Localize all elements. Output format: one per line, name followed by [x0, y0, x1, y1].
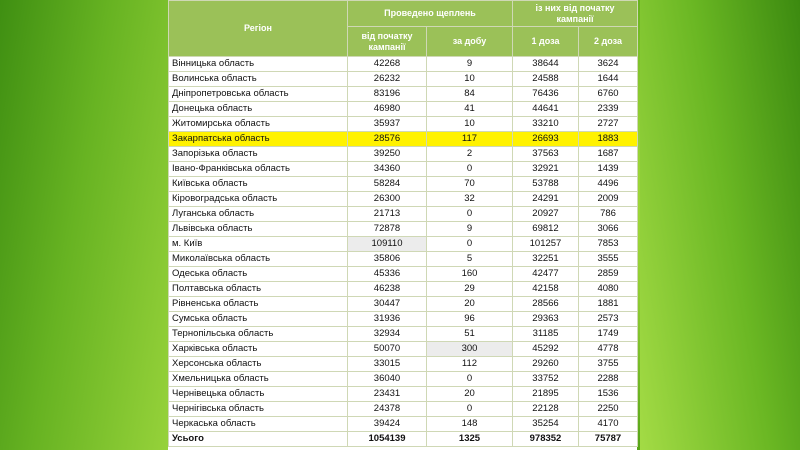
dose2-cell: 2859	[579, 267, 638, 282]
per-day-cell: 0	[427, 207, 513, 222]
background-left	[0, 0, 168, 450]
dose1-cell: 69812	[513, 222, 579, 237]
per-day-cell: 5	[427, 252, 513, 267]
region-cell: Херсонська область	[169, 357, 348, 372]
per-day-cell: 20	[427, 297, 513, 312]
since-start-cell: 33015	[348, 357, 427, 372]
table-row	[169, 57, 638, 72]
dose2-cell: 4496	[579, 177, 638, 192]
since-start-cell: 34360	[348, 162, 427, 177]
region-cell: Тернопільська область	[169, 327, 348, 342]
dose2-cell: 2250	[579, 402, 638, 417]
since-start-cell: 32934	[348, 327, 427, 342]
table-row	[169, 87, 638, 102]
per-day-cell: 9	[427, 222, 513, 237]
dose2-cell: 4778	[579, 342, 638, 357]
total-since-start: 1054139	[348, 432, 427, 447]
region-cell: Вінницька область	[169, 57, 348, 72]
table-row	[169, 387, 638, 402]
vaccination-table	[168, 0, 638, 447]
per-day-cell: 0	[427, 162, 513, 177]
dose1-cell: 42477	[513, 267, 579, 282]
since-start-cell: 109110	[348, 237, 427, 252]
dose2-cell: 4170	[579, 417, 638, 432]
since-start-cell: 35937	[348, 117, 427, 132]
since-start-cell: 31936	[348, 312, 427, 327]
per-day-cell: 0	[427, 402, 513, 417]
table-row-highlighted	[169, 132, 638, 147]
region-cell: Київська область	[169, 177, 348, 192]
dose2-cell: 2288	[579, 372, 638, 387]
table-row	[169, 117, 638, 132]
header-region: Регіон	[169, 1, 348, 57]
table-row	[169, 147, 638, 162]
table-row	[169, 267, 638, 282]
table-row	[169, 297, 638, 312]
since-start-cell: 28576	[348, 132, 427, 147]
table-row	[169, 162, 638, 177]
region-cell: Чернігівська область	[169, 402, 348, 417]
table-row	[169, 417, 638, 432]
total-label: Усього	[169, 432, 348, 447]
dose1-cell: 28566	[513, 297, 579, 312]
dose2-cell: 1881	[579, 297, 638, 312]
dose2-cell: 1883	[579, 132, 638, 147]
per-day-cell: 84	[427, 87, 513, 102]
table-row	[169, 357, 638, 372]
table-row	[169, 72, 638, 87]
table-row	[169, 192, 638, 207]
dose1-cell: 24291	[513, 192, 579, 207]
table-row	[169, 252, 638, 267]
table-row	[169, 402, 638, 417]
per-day-cell: 148	[427, 417, 513, 432]
dose1-cell: 31185	[513, 327, 579, 342]
since-start-cell: 21713	[348, 207, 427, 222]
since-start-cell: 39250	[348, 147, 427, 162]
table-row	[169, 282, 638, 297]
dose2-cell: 3555	[579, 252, 638, 267]
table-row	[169, 102, 638, 117]
since-start-cell: 36040	[348, 372, 427, 387]
header-dose1: 1 доза	[513, 27, 579, 57]
region-cell: Чернівецька область	[169, 387, 348, 402]
dose2-cell: 2009	[579, 192, 638, 207]
dose2-cell: 2727	[579, 117, 638, 132]
region-cell: Черкаська область	[169, 417, 348, 432]
region-cell: Рівненська область	[169, 297, 348, 312]
total-dose2: 75787	[579, 432, 638, 447]
region-cell: Одеська область	[169, 267, 348, 282]
dose2-cell: 1749	[579, 327, 638, 342]
region-cell: Донецька область	[169, 102, 348, 117]
dose2-cell: 2339	[579, 102, 638, 117]
since-start-cell: 46238	[348, 282, 427, 297]
header-vaccinations: Проведено щеплень	[348, 1, 513, 27]
since-start-cell: 58284	[348, 177, 427, 192]
dose1-cell: 26693	[513, 132, 579, 147]
dose2-cell: 786	[579, 207, 638, 222]
region-cell: Хмельницька область	[169, 372, 348, 387]
region-cell: Львівська область	[169, 222, 348, 237]
table-row	[169, 237, 638, 252]
per-day-cell: 20	[427, 387, 513, 402]
region-cell: Миколаївська область	[169, 252, 348, 267]
header-of-them: із них від початку кампанії	[513, 1, 638, 27]
per-day-cell: 9	[427, 57, 513, 72]
dose1-cell: 33752	[513, 372, 579, 387]
since-start-cell: 42268	[348, 57, 427, 72]
table-row-total	[169, 432, 638, 447]
table-row	[169, 222, 638, 237]
dose1-cell: 45292	[513, 342, 579, 357]
per-day-cell: 29	[427, 282, 513, 297]
per-day-cell: 70	[427, 177, 513, 192]
dose2-cell: 1644	[579, 72, 638, 87]
dose2-cell: 4080	[579, 282, 638, 297]
dose2-cell: 2573	[579, 312, 638, 327]
table-row	[169, 342, 638, 357]
dose1-cell: 29260	[513, 357, 579, 372]
region-cell: Житомирська область	[169, 117, 348, 132]
per-day-cell: 112	[427, 357, 513, 372]
header-since-start: від початку кампанії	[348, 27, 427, 57]
region-cell: Полтавська область	[169, 282, 348, 297]
per-day-cell: 51	[427, 327, 513, 342]
dose1-cell: 33210	[513, 117, 579, 132]
region-cell: Дніпропетровська область	[169, 87, 348, 102]
dose1-cell: 22128	[513, 402, 579, 417]
dose1-cell: 76436	[513, 87, 579, 102]
per-day-cell: 0	[427, 372, 513, 387]
since-start-cell: 83196	[348, 87, 427, 102]
region-cell: Луганська область	[169, 207, 348, 222]
per-day-cell: 160	[427, 267, 513, 282]
table-row	[169, 327, 638, 342]
per-day-cell: 41	[427, 102, 513, 117]
table-row	[169, 312, 638, 327]
total-per-day: 1325	[427, 432, 513, 447]
dose1-cell: 32251	[513, 252, 579, 267]
per-day-cell: 96	[427, 312, 513, 327]
region-cell: Волинська область	[169, 72, 348, 87]
dose1-cell: 24588	[513, 72, 579, 87]
dose1-cell: 21895	[513, 387, 579, 402]
vaccination-table-sheet	[168, 0, 637, 450]
since-start-cell: 23431	[348, 387, 427, 402]
dose1-cell: 44641	[513, 102, 579, 117]
since-start-cell: 72878	[348, 222, 427, 237]
per-day-cell: 0	[427, 237, 513, 252]
header-dose2: 2 доза	[579, 27, 638, 57]
dose2-cell: 1439	[579, 162, 638, 177]
dose1-cell: 37563	[513, 147, 579, 162]
dose1-cell: 32921	[513, 162, 579, 177]
dose1-cell: 42158	[513, 282, 579, 297]
dose1-cell: 38644	[513, 57, 579, 72]
per-day-cell: 2	[427, 147, 513, 162]
dose2-cell: 6760	[579, 87, 638, 102]
since-start-cell: 24378	[348, 402, 427, 417]
dose2-cell: 1536	[579, 387, 638, 402]
since-start-cell: 46980	[348, 102, 427, 117]
dose2-cell: 3755	[579, 357, 638, 372]
region-cell: Запорізька область	[169, 147, 348, 162]
dose1-cell: 101257	[513, 237, 579, 252]
region-cell: Івано-Франківська область	[169, 162, 348, 177]
dose2-cell: 3624	[579, 57, 638, 72]
table-row	[169, 207, 638, 222]
since-start-cell: 50070	[348, 342, 427, 357]
total-dose1: 978352	[513, 432, 579, 447]
dose2-cell: 7853	[579, 237, 638, 252]
since-start-cell: 39424	[348, 417, 427, 432]
table-row	[169, 177, 638, 192]
dose1-cell: 53788	[513, 177, 579, 192]
per-day-cell: 300	[427, 342, 513, 357]
region-cell: м. Київ	[169, 237, 348, 252]
background-right	[640, 0, 800, 450]
since-start-cell: 26300	[348, 192, 427, 207]
dose1-cell: 35254	[513, 417, 579, 432]
since-start-cell: 35806	[348, 252, 427, 267]
region-cell: Закарпатська область	[169, 132, 348, 147]
per-day-cell: 10	[427, 117, 513, 132]
region-cell: Харківська область	[169, 342, 348, 357]
dose2-cell: 1687	[579, 147, 638, 162]
since-start-cell: 30447	[348, 297, 427, 312]
table-row	[169, 372, 638, 387]
region-cell: Кіровоградська область	[169, 192, 348, 207]
since-start-cell: 45336	[348, 267, 427, 282]
table-body	[169, 57, 638, 447]
dose1-cell: 20927	[513, 207, 579, 222]
header-per-day: за добу	[427, 27, 513, 57]
dose2-cell: 3066	[579, 222, 638, 237]
dose1-cell: 29363	[513, 312, 579, 327]
per-day-cell: 117	[427, 132, 513, 147]
since-start-cell: 26232	[348, 72, 427, 87]
per-day-cell: 10	[427, 72, 513, 87]
region-cell: Сумська область	[169, 312, 348, 327]
per-day-cell: 32	[427, 192, 513, 207]
